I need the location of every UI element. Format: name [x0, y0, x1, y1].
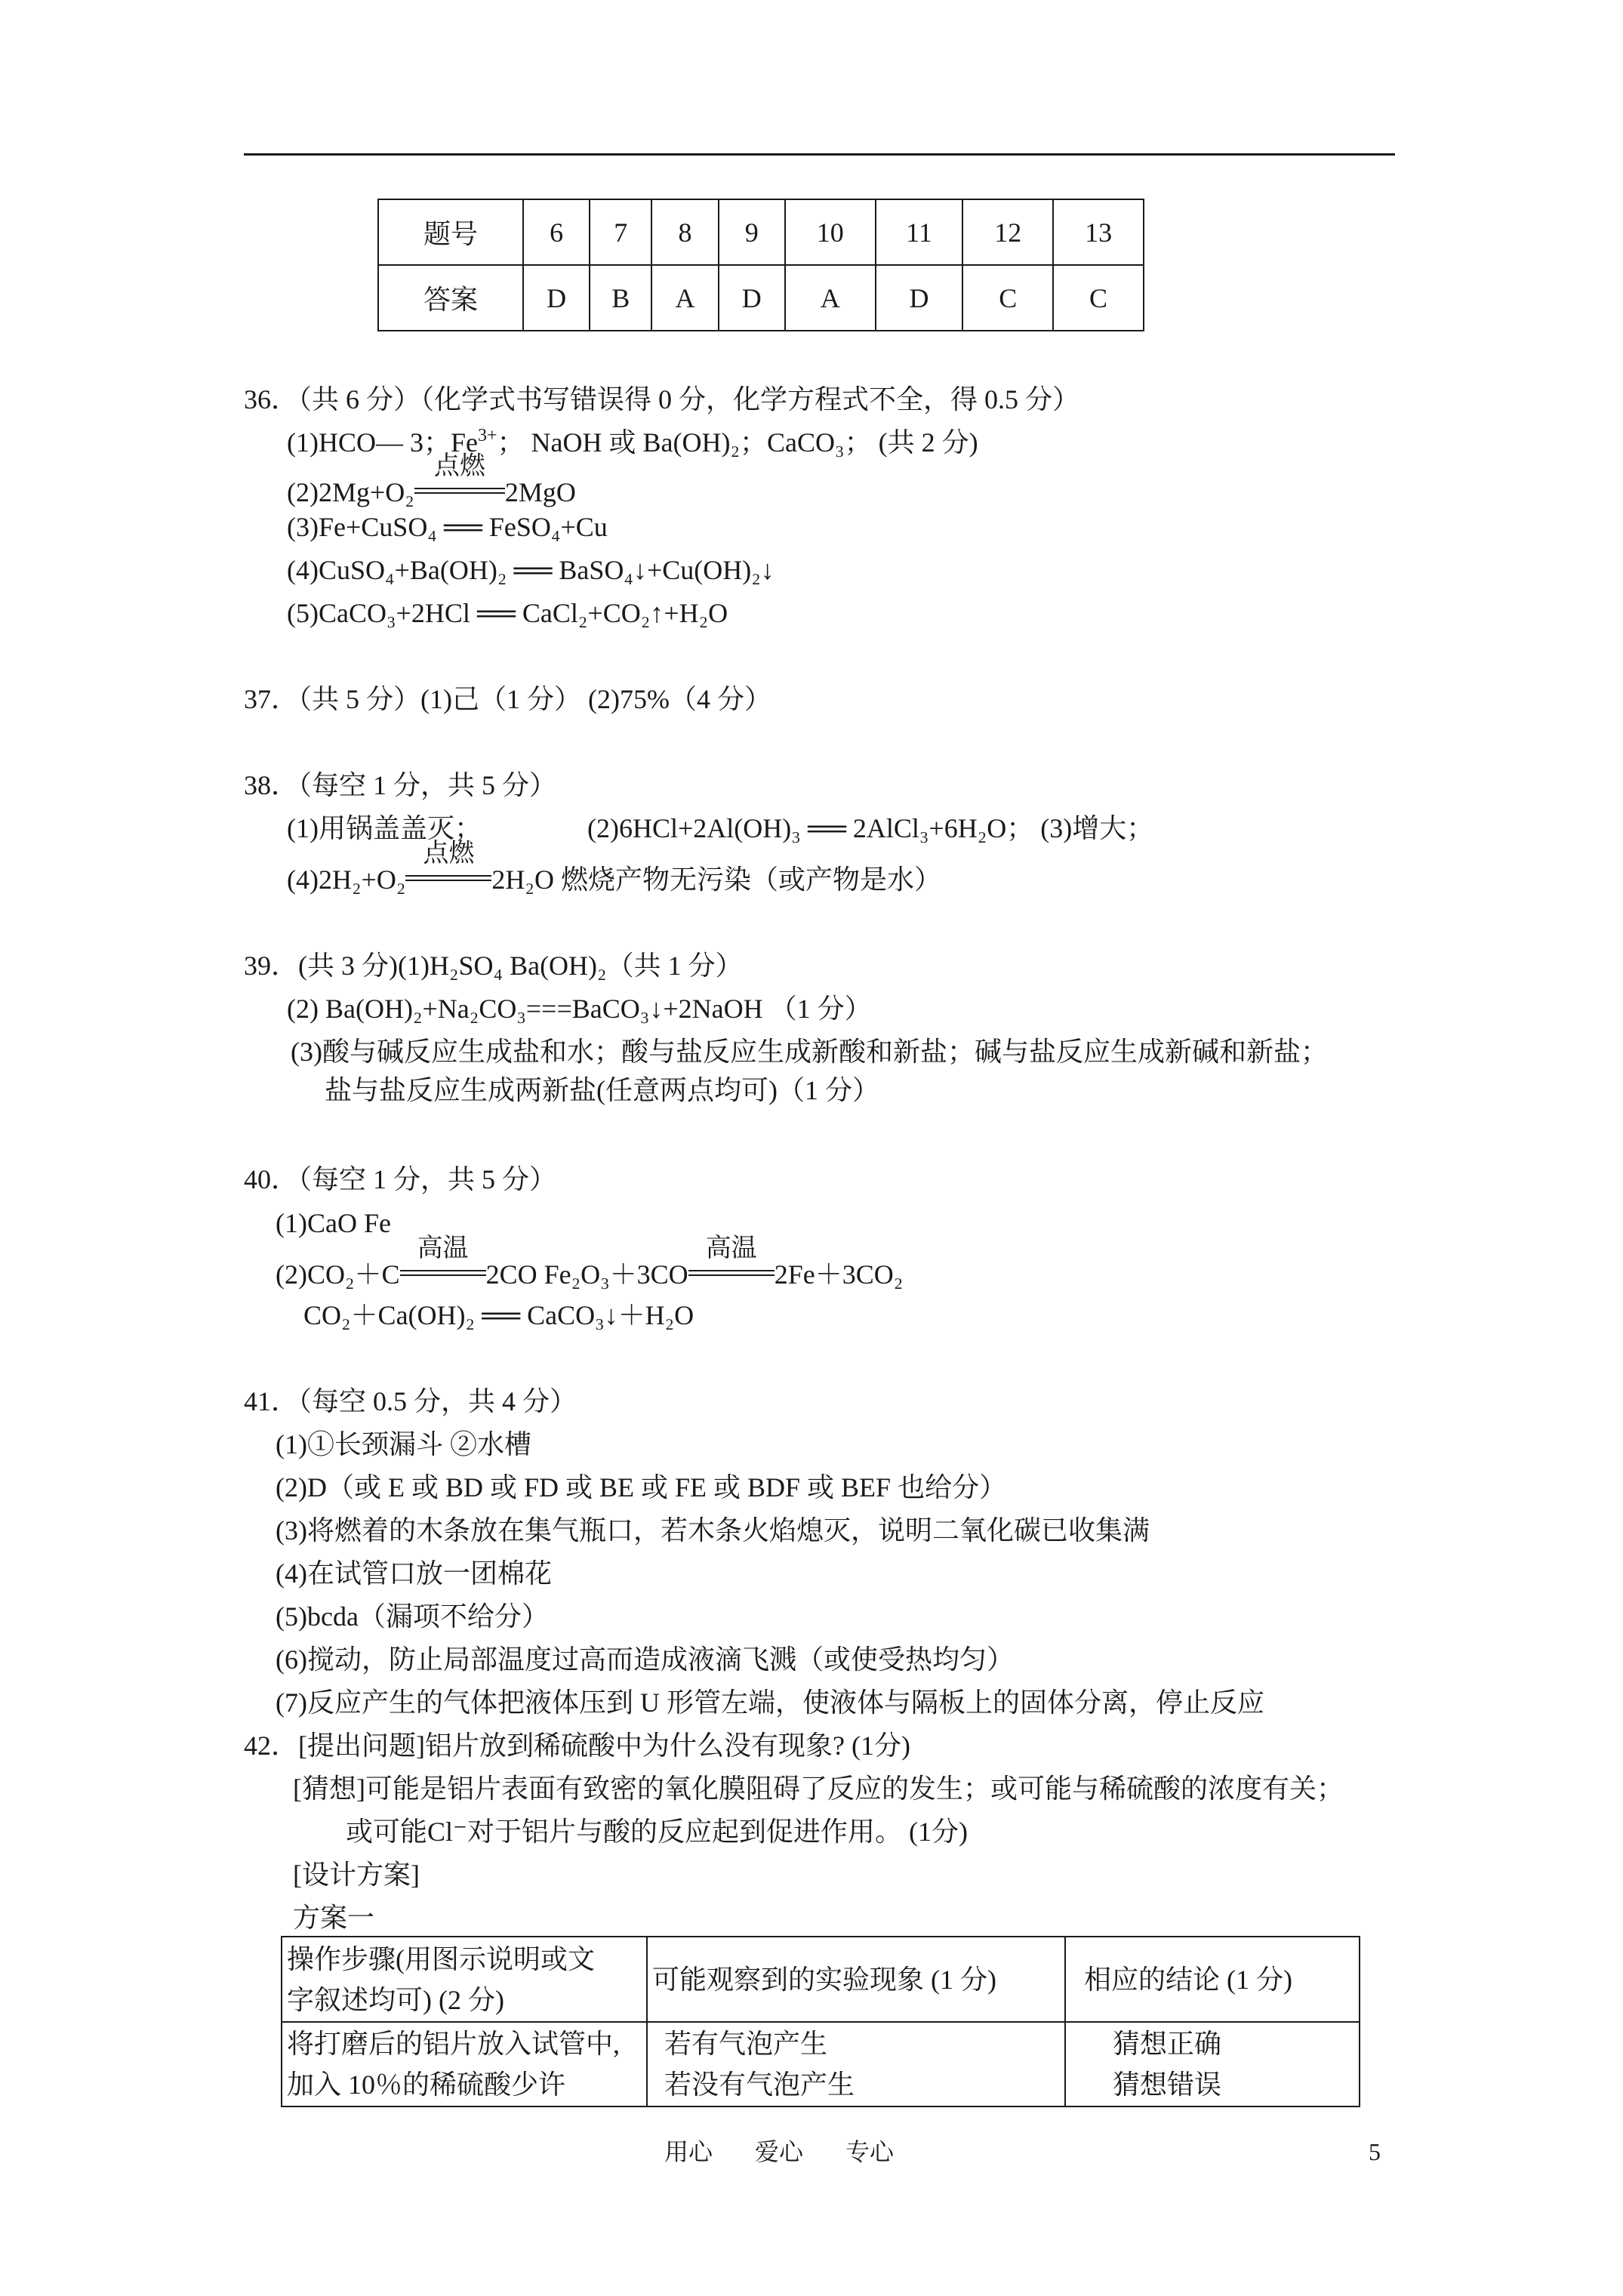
list-item: (7)反应产生的气体把液体压到 U 形管左端，使液体与隔板上的固体分离，停止反应 [276, 1687, 1264, 1718]
list-item: (4)在试管口放一团棉花 [276, 1558, 552, 1589]
question-number: 6 [523, 199, 590, 265]
q40-part2-mid: 2CO Fe₂O₃＋3CO [485, 1259, 688, 1290]
condition-bar [400, 1274, 486, 1276]
question-number: 11 [876, 199, 963, 265]
condition-label: 高温 [417, 1234, 469, 1262]
q42-guess: [猜想]可能是铝片表面有致密的氧化膜阻碍了反应的发生；或可能与稀硫酸的浓度有关； [293, 1774, 1344, 1804]
q39-part3: (3)酸与碱反应生成盐和水；酸与盐反应生成新酸和新盐；碱与盐反应生成新碱和新盐； [291, 1037, 1328, 1067]
condition-bar [405, 880, 491, 881]
list-item: (6)搅动，防止局部温度过高而造成液滴飞溅（或使受热均匀） [276, 1644, 1014, 1675]
q38-heading: 38．（每空 1 分，共 5 分） [244, 770, 557, 800]
header-rule [244, 153, 1395, 156]
q36-part1-text: (1)HCO— 3；Fe [287, 427, 478, 458]
condition-bar [414, 492, 505, 494]
q36-part2 [287, 452, 576, 509]
answer-cell: C [1053, 265, 1144, 331]
question-number: 10 [785, 199, 876, 265]
question-number: 13 [1053, 199, 1144, 265]
q40-part2-text: (2)CO₂＋C [276, 1259, 400, 1290]
q42-design: [设计方案] [293, 1860, 420, 1890]
q39-heading: 39．(共 3 分)(1)H₂SO₄ Ba(OH)₂（共 1 分） [244, 951, 743, 981]
table-row [378, 199, 1144, 265]
table-row [282, 2022, 1360, 2106]
q36-part2-tail: 2MgO [504, 477, 576, 507]
reaction-condition [405, 840, 491, 896]
reaction-condition [414, 452, 505, 509]
list-item: (3)将燃着的木条放在集气瓶口，若木条火焰熄灭，说明二氧化碳已收集满 [276, 1515, 1150, 1546]
answer-table [377, 199, 1144, 331]
q36-heading: 36．（共 6 分）（化学式书写错误得 0 分，化学方程式不全，得 0.5 分） [244, 384, 1080, 415]
q39-part2: (2) Ba(OH)₂+Na₂CO₃===BaCO₃↓+2NaOH （1 分） [287, 994, 872, 1024]
cell-text: 将打磨后的铝片放入试管中, [287, 2029, 621, 2059]
q39-part3-cont: 盐与盐反应生成两新盐(任意两点均可)（1 分） [325, 1075, 879, 1105]
q36-part4: (4)CuSO₄+Ba(OH)₂ ══ BaSO₄↓+Cu(OH)₂↓ [287, 555, 775, 585]
header-cell: 相应的结论 (1 分) [1065, 1937, 1360, 2022]
q42-heading: 42．[提出问题]铝片放到稀硫酸中为什么没有现象? (1分) [244, 1730, 910, 1761]
q36-part2-text: (2)2Mg+O₂ [287, 477, 414, 507]
q38-part4 [287, 840, 941, 896]
q40-part2 [276, 1234, 904, 1291]
answer-cell: B [590, 265, 651, 331]
q38-part4-tail: 2H₂O 燃烧产物无污染（或产物是水） [491, 864, 941, 895]
condition-bar [405, 875, 491, 877]
cell-text: 若没有气泡产生 [664, 2069, 855, 2100]
list-item: (1)①长颈漏斗 ②水槽 [276, 1429, 531, 1459]
q36-part1 [287, 426, 978, 459]
condition-label: 高温 [705, 1234, 757, 1262]
question-number: 7 [590, 199, 651, 265]
q38-part4-text: (4)2H₂+O₂ [287, 864, 406, 895]
answer-cell: D [719, 265, 785, 331]
answer-cell: D [876, 265, 963, 331]
list-item: (5)bcda（漏项不给分） [276, 1601, 549, 1632]
question-number: 12 [962, 199, 1053, 265]
condition-label: 点燃 [433, 452, 485, 480]
table-cell [647, 2022, 1065, 2106]
q40-part1: (1)CaO Fe [276, 1208, 391, 1238]
q38-part2-3: (2)6HCl+2Al(OH)₃ ══ 2AlCl₃+6H₂O； (3)增大； [587, 813, 1154, 843]
q38-part1: (1)用锅盖盖灭； [287, 813, 482, 843]
list-item: (2)D（或 E 或 BD 或 FD 或 BE 或 FE 或 BDF 或 BEF 也给分） [276, 1472, 1007, 1502]
reaction-condition [688, 1234, 775, 1291]
table-row [378, 265, 1144, 331]
answer-cell: A [651, 265, 718, 331]
cell-text: 若有气泡产生 [664, 2029, 828, 2059]
footer-text: 用心 爱心 专心 [664, 2138, 895, 2165]
cell-text: 猜想正确 [1113, 2029, 1222, 2059]
q42-guess-cont: 或可能Cl⁻对于铝片与酸的反应起到促进作用。 (1分) [346, 1817, 968, 1847]
cell-text: 加入 10％的稀硫酸少许 [287, 2069, 566, 2100]
plan-table [281, 1936, 1360, 2107]
answer-cell: A [785, 265, 876, 331]
q36-part1-sup: 3+ [478, 426, 497, 445]
question-number: 9 [719, 199, 785, 265]
q36-part1-tail: ； NaOH 或 Ba(OH)₂；CaCO₃； (共 2 分) [497, 427, 978, 458]
page-number: 5 [1369, 2138, 1381, 2165]
q40-heading: 40．（每空 1 分，共 5 分） [244, 1164, 557, 1194]
q36-part3: (3)Fe+CuSO₄ ══ FeSO₄+Cu [287, 512, 608, 542]
q40-part2-tail: 2Fe＋3CO₂ [774, 1259, 904, 1290]
condition-bar [414, 488, 505, 489]
q36-part5: (5)CaCO₃+2HCl ══ CaCl₂+CO₂↑+H₂O [287, 598, 728, 628]
q40-part3: CO₂＋Ca(OH)₂ ══ CaCO₃↓＋H₂O [303, 1300, 694, 1330]
table-cell [282, 2022, 647, 2106]
q41-heading: 41．（每空 0.5 分，共 4 分） [244, 1386, 577, 1416]
condition-bar [688, 1270, 775, 1271]
header-cell: 可能观察到的实验现象 (1 分) [647, 1937, 1065, 2022]
answer-label: 答案 [378, 265, 523, 331]
header-text: 操作步骤(用图示说明或文 [287, 1943, 595, 1974]
table-cell [1065, 2022, 1360, 2106]
table-row [282, 1937, 1360, 2022]
condition-bar [400, 1270, 486, 1271]
question-number: 8 [651, 199, 718, 265]
q42-plan: 方案一 [293, 1903, 375, 1933]
header-label: 题号 [378, 199, 523, 265]
q37-heading: 37．（共 5 分）(1)己（1 分） (2)75%（4 分） [244, 684, 771, 714]
header-text: 字叙述均可) (2 分) [287, 1984, 504, 2015]
answer-cell: C [962, 265, 1053, 331]
reaction-condition [400, 1234, 486, 1291]
header-cell [282, 1937, 647, 2022]
condition-label: 点燃 [423, 840, 475, 868]
cell-text: 猜想错误 [1113, 2069, 1222, 2100]
condition-bar [688, 1274, 775, 1276]
answer-cell: D [523, 265, 590, 331]
